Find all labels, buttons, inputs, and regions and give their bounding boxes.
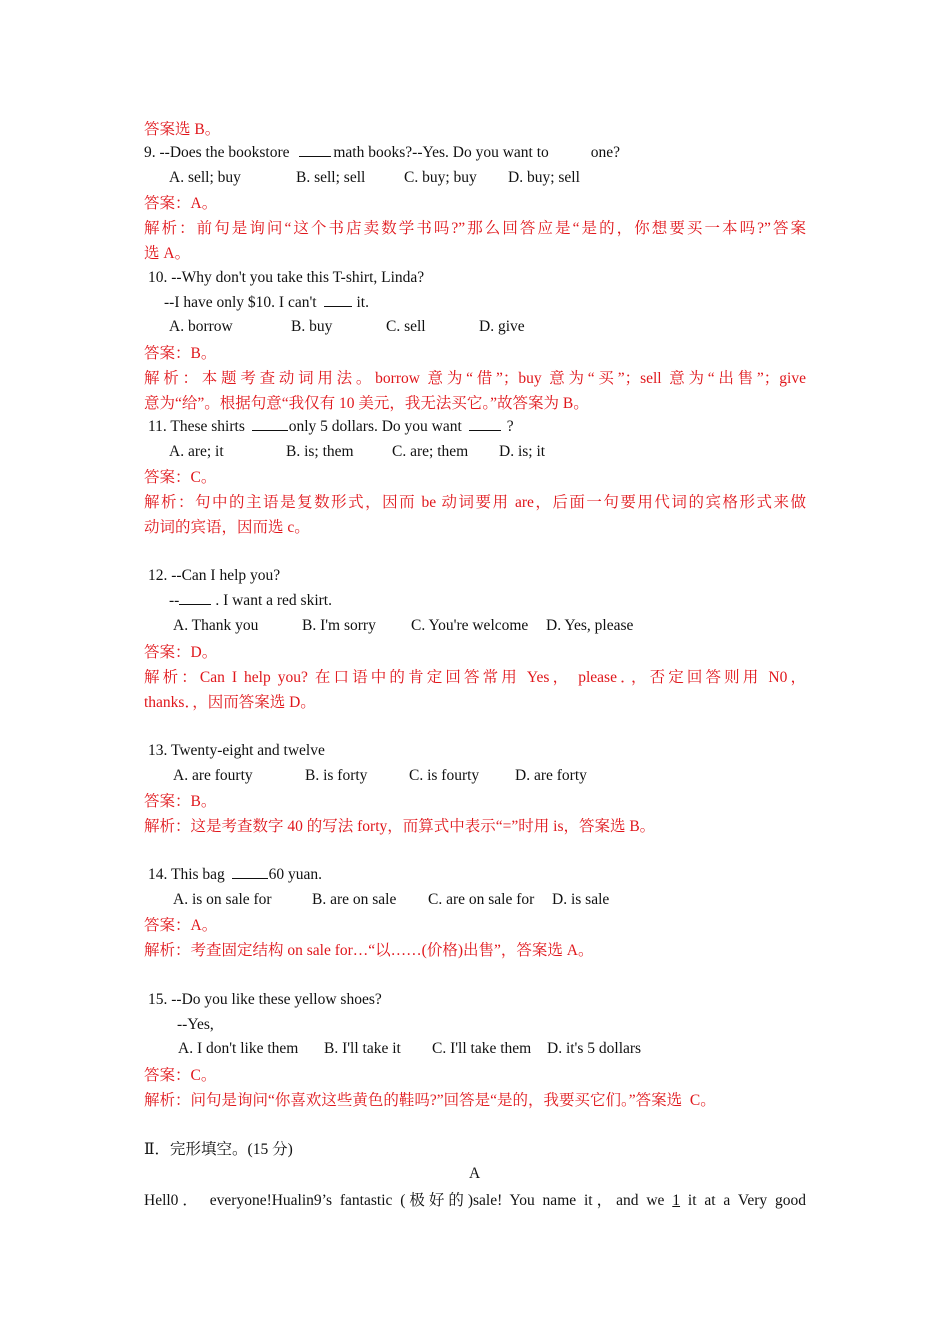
q11-opt-d: D. is; it <box>499 443 546 460</box>
q10-opt-a: A. borrow <box>169 318 233 335</box>
q9-opt-a: A. sell; buy <box>169 169 241 186</box>
q10-opt-d: D. give <box>479 318 525 335</box>
q14-opt-b: B. are on sale <box>312 891 397 908</box>
q11-analysis-1: 解析：句中的主语是复数形式，因而 be 动词要用 are，后面一句要用代词的宾格形式来做 <box>144 494 806 511</box>
q9-opt-c: C. buy; buy <box>404 169 477 186</box>
q12-opt-a: A. Thank you <box>173 617 259 634</box>
q11-opt-c: C. are; them <box>392 443 469 460</box>
q15-stem-1: 15. --Do you like these yellow shoes? <box>148 991 382 1008</box>
q9-stem <box>144 141 620 165</box>
q9-opt-d: D. buy; sell <box>508 169 580 186</box>
q12-opt-c: C. You're welcome <box>411 617 529 634</box>
q12-opt-d: D. Yes, please <box>546 617 634 634</box>
passage-label: A <box>469 1165 481 1182</box>
passage-line-1 <box>144 1189 806 1213</box>
q15-opt-b: B. I'll take it <box>324 1040 401 1057</box>
q11-blank-1 <box>252 417 288 431</box>
q10-analysis-2: 意为“给”。根据句意“我仅有 10 美元，我无法买它。”故答案为 B。 <box>144 395 589 412</box>
q9-blank-1 <box>299 143 331 157</box>
q14-blank <box>232 865 268 879</box>
passage-blank-1: 1 <box>672 1192 681 1209</box>
q10-analysis-1: 解析：本题考查动词用法。borrow 意为“借”；buy 意为“买”；sell 意为“出售”；give <box>144 370 806 387</box>
q12-opt-b: B. I'm sorry <box>302 617 376 634</box>
passage-text-b: it at a Very good <box>687 1192 807 1209</box>
q12-stem-2b: . I want a red skirt. <box>215 592 332 609</box>
q12-stem-2a: -- <box>169 592 180 609</box>
q11-opt-b: B. is; them <box>286 443 354 460</box>
q13-answer: 答案：B。 <box>144 793 217 810</box>
q9-opt-b: B. sell; sell <box>296 169 366 186</box>
q15-opt-c: C. I'll take them <box>432 1040 532 1057</box>
q13-opt-d: D. are forty <box>515 767 587 784</box>
q15-answer: 答案：C。 <box>144 1067 217 1084</box>
q12-stem-2 <box>169 589 332 613</box>
q11-opt-a: A. are; it <box>169 443 224 460</box>
q14-opt-a: A. is on sale for <box>173 891 272 908</box>
q8-answer: 答案选 B。 <box>144 121 221 138</box>
q10-stem-2a: --I have only $10. I can't <box>164 294 317 311</box>
q14-answer: 答案：A。 <box>144 917 218 934</box>
q13-opt-c: C. is fourty <box>409 767 480 784</box>
passage-text-a: Hell0． everyone!Hualin9’s fantastic (极好的)sale! You name it，and we <box>144 1192 665 1209</box>
q10-stem-2 <box>164 291 369 315</box>
q11-blank-2 <box>469 417 501 431</box>
q12-analysis-1: 解析：Can I help you? 在口语中的肯定回答常用 Yes， please．，否定回答则用 N0， <box>144 669 806 686</box>
q13-stem: 13. Twenty-eight and twelve <box>148 742 325 759</box>
q9-stem-a: 9. --Does the bookstore <box>144 144 290 161</box>
q11-stem-a: 11. These shirts <box>148 418 245 435</box>
q14-opt-c: C. are on sale for <box>428 891 535 908</box>
q9-stem-c: one? <box>590 144 621 161</box>
q12-blank <box>179 591 211 605</box>
q15-opt-a: A. I don't like them <box>178 1040 299 1057</box>
q15-opt-d: D. it's 5 dollars <box>547 1040 642 1057</box>
q11-answer: 答案：C。 <box>144 469 217 486</box>
q12-analysis-2: thanks．，因而答案选 D。 <box>144 694 316 711</box>
q14-stem-a: 14. This bag <box>148 866 225 883</box>
q9-answer: 答案：A。 <box>144 195 218 212</box>
q13-opt-b: B. is forty <box>305 767 368 784</box>
q15-analysis: 解析：问句是询问“你喜欢这些黄色的鞋吗?”回答是“是的，我要买它们。”答案选 C。 <box>144 1092 716 1109</box>
q10-stem-2b: it. <box>356 294 369 311</box>
q10-blank <box>324 293 352 307</box>
q14-opt-d: D. is sale <box>552 891 610 908</box>
q11-stem-b: only 5 dollars. Do you want <box>288 418 462 435</box>
q10-answer: 答案：B。 <box>144 345 217 362</box>
q9-analysis-2: 选 A。 <box>144 245 191 262</box>
q13-analysis: 解析：这是考查数字 40 的写法 forty，而算式中表示“=”时用 is，答案选 B。 <box>144 818 656 835</box>
q10-stem-1: 10. --Why don't you take this T-shirt, Linda? <box>148 269 425 286</box>
q9-stem-b: math books?--Yes. Do you want to <box>333 144 549 161</box>
q10-opt-c: C. sell <box>386 318 426 335</box>
q12-stem-1: 12. --Can I help you? <box>148 567 281 584</box>
q11-analysis-2: 动词的宾语，因而选 c。 <box>144 519 310 536</box>
q11-stem-c: ? <box>506 418 514 435</box>
q9-analysis-1: 解析：前句是询问“这个书店卖数学书吗?”那么回答应是“是的，你想要买一本吗?”答案 <box>144 220 806 237</box>
q14-stem-b: 60 yuan. <box>268 866 323 883</box>
q11-stem <box>148 415 514 439</box>
q15-stem-2: --Yes, <box>177 1016 214 1033</box>
q12-answer: 答案：D。 <box>144 644 218 661</box>
q13-opt-a: A. are fourty <box>173 767 253 784</box>
section-heading: Ⅱ．完形填空。(15 分) <box>144 1141 293 1158</box>
q14-analysis: 解析：考查固定结构 on sale for…“以……(价格)出售”，答案选 A。 <box>144 942 594 959</box>
q14-stem <box>148 863 322 887</box>
q10-opt-b: B. buy <box>291 318 333 335</box>
